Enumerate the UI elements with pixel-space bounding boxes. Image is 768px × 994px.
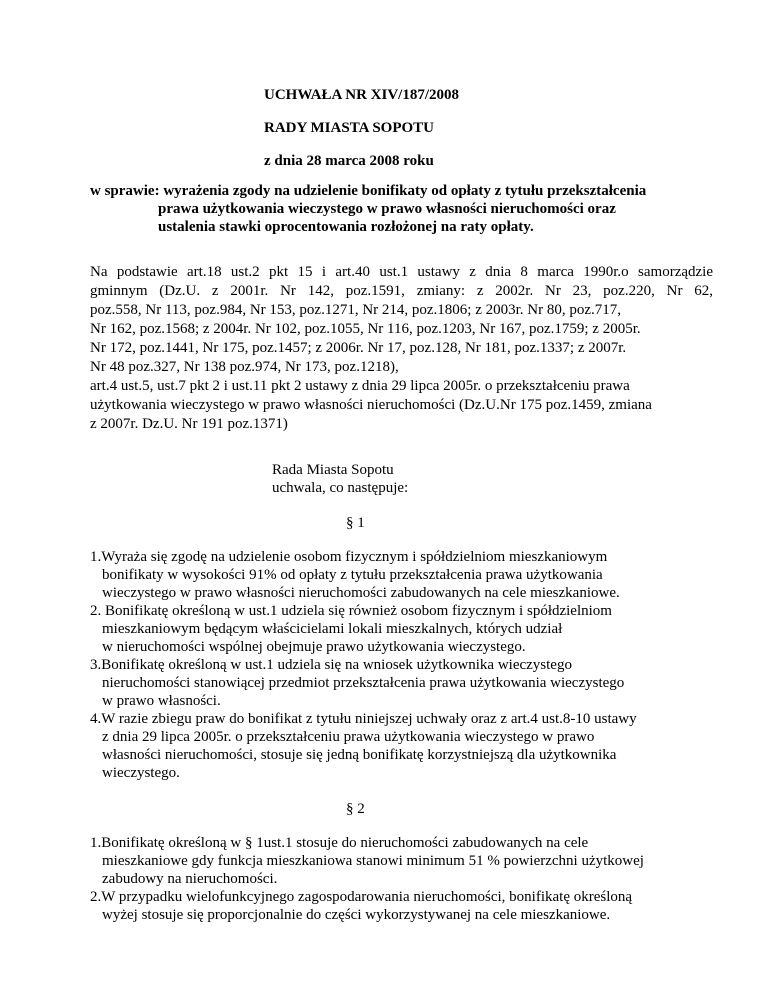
- resolution-decides: uchwala, co następuje:: [272, 480, 409, 496]
- section-1-line-3: wieczystego w prawo własności nieruchomości zabudowanych na cele mieszkaniowe.: [102, 585, 620, 601]
- legal-basis-line-9: z 2007r. Dz.U. Nr 191 poz.1371): [90, 416, 288, 432]
- document-date: z dnia 28 marca 2008 roku: [264, 153, 434, 169]
- section-2-line-3: zabudowy na nieruchomości.: [102, 871, 278, 887]
- section-1-line-1: 1.Wyraża się zgodę na udzielenie osobom fizycznym i spółdzielniom mieszkaniowym: [90, 549, 608, 565]
- legal-basis-line-7: art.4 ust.5, ust.7 pkt 2 i ust.11 pkt 2 ustawy z dnia 29 lipca 2005r. o przekształceniu prawa: [90, 378, 630, 394]
- document-title: UCHWAŁA NR XIV/187/2008: [264, 87, 460, 103]
- resolution-council: Rada Miasta Sopotu: [272, 462, 394, 478]
- section-1-line-11: z dnia 29 lipca 2005r. o przekształceniu prawa użytkowania wieczystego w prawo: [102, 729, 595, 745]
- section-1-line-2: bonifikaty w wysokości 91% od opłaty z tytułu przekształcenia prawa użytkowania: [102, 567, 603, 583]
- legal-basis-line-2: gminnym (Dz.U. z 2001r. Nr 142, poz.1591, zmiany: z 2002r. Nr 23, poz.220, Nr 62,: [90, 283, 713, 299]
- subject-line-3: ustalenia stawki oprocentowania rozłożonej na raty opłaty.: [158, 219, 534, 235]
- legal-basis-line-3: poz.558, Nr 113, poz.984, Nr 153, poz.1271, Nr 214, poz.1806; z 2003r. Nr 80, poz.717,: [90, 302, 622, 318]
- legal-basis-line-8: użytkowania wieczystego w prawo własności nieruchomości (Dz.U.Nr 175 poz.1459, zmiana: [90, 397, 652, 413]
- section-1-line-8: nieruchomości stanowiącej przedmiot przekształcenia prawa użytkowania wieczystego: [102, 675, 625, 691]
- section-1-line-6: w nieruchomości wspólnej obejmuje prawo użytkowania wieczystego.: [102, 639, 526, 655]
- section-1-line-13: wieczystego.: [102, 765, 180, 781]
- section-1-line-10: 4.W razie zbiegu praw do bonifikat z tytułu niniejszej uchwały oraz z art.4 ust.8-10 ustawy: [90, 711, 637, 727]
- section-2-line-4: 2.W przypadku wielofunkcyjnego zagospodarowania nieruchomości, bonifikatę określoną: [90, 889, 633, 905]
- section-1-line-12: własności nieruchomości, stosuje się jedną bonifikatę korzystniejszą dla użytkownika: [102, 747, 617, 763]
- subject-line-2: prawa użytkowania wieczystego w prawo własności nieruchomości oraz: [158, 201, 616, 217]
- section-2-heading: § 2: [346, 801, 365, 817]
- section-1-line-7: 3.Bonifikatę określoną w ust.1 udziela się na wniosek użytkownika wieczystego: [90, 657, 572, 673]
- legal-basis-line-1: Na podstawie art.18 ust.2 pkt 15 i art.40 ust.1 ustawy z dnia 8 marca 1990r.o samorządzie: [90, 264, 713, 280]
- section-1-heading: § 1: [346, 515, 365, 531]
- section-1-line-4: 2. Bonifikatę określoną w ust.1 udziela się również osobom fizycznym i spółdzielniom: [90, 603, 612, 619]
- section-2-line-5: wyżej stosuje się proporcjonalnie do części wykorzystywanej na cele mieszkaniowe.: [102, 907, 611, 923]
- section-1-line-5: mieszkaniowym będącym właścicielami lokali mieszkalnych, których udział: [102, 621, 563, 637]
- legal-basis-line-6: Nr 48 poz.327, Nr 138 poz.974, Nr 173, poz.1218),: [90, 359, 399, 375]
- section-2-line-1: 1.Bonifikatę określoną w § 1ust.1 stosuje do nieruchomości zabudowanych na cele: [90, 835, 589, 851]
- section-1-line-9: w prawo własności.: [102, 693, 221, 709]
- subject-line-1: w sprawie: wyrażenia zgody na udzielenie bonifikaty od opłaty z tytułu przekształcenia: [90, 183, 647, 199]
- legal-basis-line-4: Nr 162, poz.1568; z 2004r. Nr 102, poz.1055, Nr 116, poz.1203, Nr 167, poz.1759; z 2005r.: [90, 321, 641, 337]
- council-name: RADY MIASTA SOPOTU: [264, 120, 435, 136]
- section-2-line-2: mieszkaniowe gdy funkcja mieszkaniowa stanowi minimum 51 % powierzchni użytkowej: [102, 853, 644, 869]
- legal-basis-line-5: Nr 172, poz.1441, Nr 175, poz.1457; z 2006r. Nr 17, poz.128, Nr 181, poz.1337; z 2007r.: [90, 340, 627, 356]
